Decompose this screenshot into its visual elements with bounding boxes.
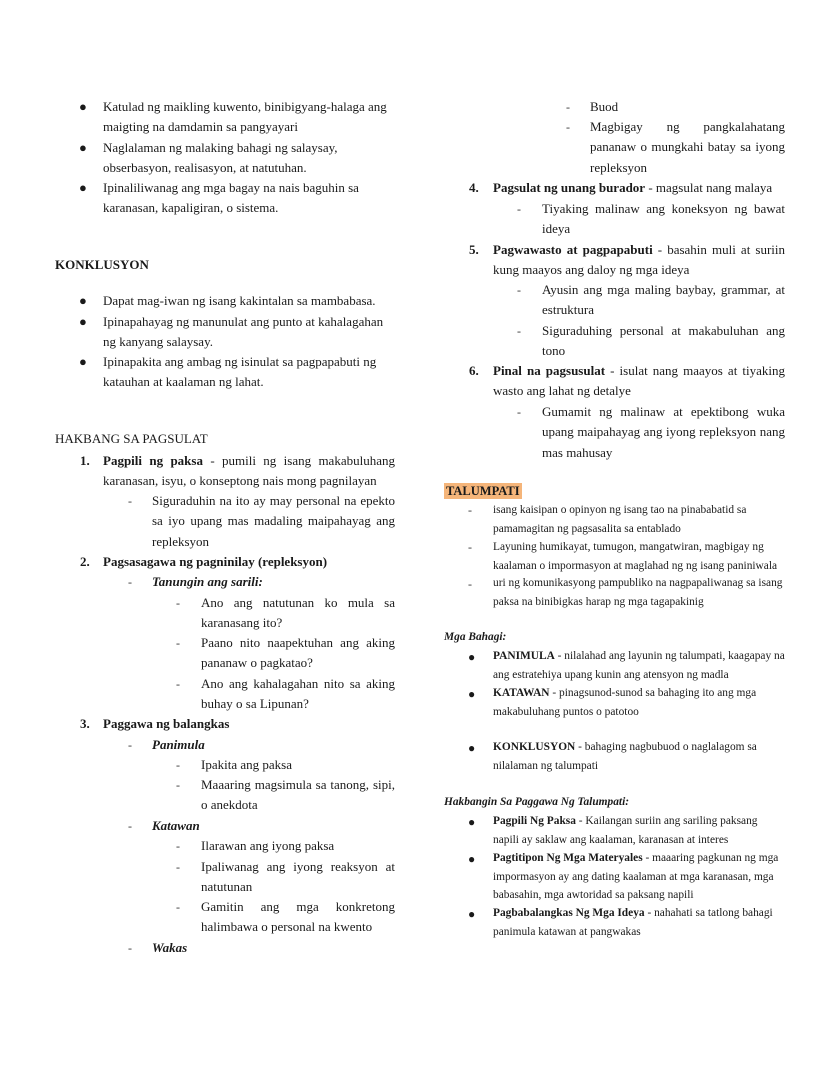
term: Pagbabalangkas Ng Mga Ideya xyxy=(493,907,645,919)
bullet-icon: ● xyxy=(468,650,476,664)
step-title: Pinal na pagsusulat xyxy=(493,363,606,378)
sub-item: Magbigay ng pangkalahatang pananaw o mungkahi batay sa iyong repleksyon xyxy=(590,119,785,175)
step-title: Pagsasagawa ng pagninilay (repleksyon) xyxy=(103,554,328,569)
step-title: Pagsulat ng unang burador xyxy=(493,180,646,195)
dash-icon: - xyxy=(176,596,180,610)
dash-icon: - xyxy=(176,860,180,874)
list-item xyxy=(493,904,788,941)
list-item: Dapat mag-iwan ng isang kakintalan sa mambabasa. xyxy=(103,293,376,308)
sub-item: Tiyaking malinaw ang koneksyon ng bawat ideya xyxy=(542,201,785,237)
term-desc: - nahahati sa tatlong bahagi panimula katawan at pangwakas xyxy=(493,907,773,938)
section-heading-talumpati xyxy=(444,482,522,500)
bullet-icon: ● xyxy=(468,907,476,921)
bullet-icon: ● xyxy=(79,180,87,195)
dash-icon: - xyxy=(128,738,132,752)
sub-item: Ilarawan ang iyong paksa xyxy=(201,838,335,853)
section-heading-hakbang: HAKBANG SA PAGSULAT xyxy=(55,431,208,446)
sub-item: Ayusin ang mga maling baybay, grammar, at estruktura xyxy=(542,282,785,318)
dash-icon: - xyxy=(176,636,180,650)
dash-icon: - xyxy=(566,100,570,114)
term: Pagpili Ng Paksa xyxy=(493,815,576,827)
step-desc: - magsulat nang malaya xyxy=(645,180,773,195)
section-heading-mga-bahagi: Mga Bahagi: xyxy=(444,631,507,643)
list-item: Layuning humikayat, tumugon, mangatwiran, magbigay ng kaalaman o impormasyon at maglahad ng ng isang paniniwala xyxy=(493,541,778,572)
dash-icon: - xyxy=(468,577,472,591)
section-heading-konklusyon: KONKLUSYON xyxy=(55,257,149,272)
part-label-wakas: Wakas xyxy=(152,940,188,955)
bullet-icon: ● xyxy=(468,852,476,866)
highlighted-heading: TALUMPATI xyxy=(446,484,520,498)
bullet-icon: ● xyxy=(79,314,87,329)
term: Pagtitipon Ng Mga Materyales xyxy=(493,852,643,864)
step-1 xyxy=(103,451,395,492)
bullet-icon: ● xyxy=(79,354,87,369)
sub-item: Ipaliwanag ang iyong reaksyon at natutunan xyxy=(201,859,395,895)
list-item xyxy=(493,849,788,905)
sub-item: Maaaring magsimula sa tanong, sipi, o anekdota xyxy=(201,777,395,813)
dash-icon: - xyxy=(517,202,521,216)
dash-icon: - xyxy=(517,405,521,419)
list-item: isang kaisipan o opinyon ng isang tao na pinababatid sa pamamagitan ng pagsasalita sa entablado xyxy=(493,504,747,535)
step-desc: - pumili ng isang makabuluhang karanasan, isyu, o konseptong nais mong pagnilayan xyxy=(103,453,395,489)
step-number: 6. xyxy=(469,363,479,378)
sub-item: Gumamit ng malinaw at epektibong wuka upang maipahayag ang iyong repleksyon nang mas mahusay xyxy=(542,404,785,460)
dash-icon: - xyxy=(468,503,472,517)
sub-item: Siguraduhing personal at makabuluhan ang tono xyxy=(542,323,785,359)
step-title: Pagwawasto at pagpapabuti xyxy=(493,242,653,257)
step-number: 1. xyxy=(80,453,90,468)
sub-item: Siguraduhin na ito ay may personal na epekto sa iyo upang mas madaling maipahayag ang repleksyon xyxy=(152,493,395,549)
term-desc: - maaaring pagkunan ng mga impormasyon ay ang dating kaalaman at mga karanasan, mga babasahin, mga awtoridad sa paksang napili xyxy=(493,852,779,901)
dash-icon: - xyxy=(468,540,472,554)
bullet-icon: ● xyxy=(79,140,87,155)
section-heading-hakbangin: Hakbangin Sa Paggawa Ng Talumpati: xyxy=(444,796,630,808)
list-item: Ipinapakita ang ambag ng isinulat sa pagpapabuti ng katauhan at kaalaman ng lahat. xyxy=(103,354,377,390)
list-item xyxy=(493,738,778,775)
list-item: Naglalaman ng malaking bahagi ng salaysay, obserbasyon, realisasyon, at natutuhan. xyxy=(103,140,338,176)
dash-icon: - xyxy=(176,758,180,772)
bullet-icon: ● xyxy=(468,741,476,755)
sub-item: Gamitin ang mga konkretong halimbawa o personal na kwento xyxy=(201,899,395,935)
step-4 xyxy=(493,178,785,198)
sub-item: Ano ang kahalagahan nito sa aking buhay o sa Lipunan? xyxy=(201,676,395,712)
dash-icon: - xyxy=(128,819,132,833)
list-item: Ipinapahayag ng manunulat ang punto at kahalagahan ng kanyang salaysay. xyxy=(103,314,384,350)
step-desc: - basahin muli at suriin kung maayos ang daloy ng mga ideya xyxy=(493,242,785,278)
list-item xyxy=(493,684,778,721)
sub-item: Buod xyxy=(590,99,619,114)
list-item xyxy=(493,812,783,849)
sub-item: Ipakita ang paksa xyxy=(201,757,292,772)
list-item: uri ng komunikasyong pampubliko na nagpapaliwanag sa isang paksa na binibigkas harap ng mga tagapakinig xyxy=(493,577,783,608)
dash-icon: - xyxy=(128,494,132,508)
dash-icon: - xyxy=(176,900,180,914)
dash-icon: - xyxy=(176,677,180,691)
step-title: Paggawa ng balangkas xyxy=(103,716,230,731)
part-label-katawan: Katawan xyxy=(152,818,200,833)
sub-item: Ano ang natutunan ko mula sa karanasang ito? xyxy=(201,595,395,631)
step-number: 5. xyxy=(469,242,479,257)
part-label-panimula: Panimula xyxy=(152,737,205,752)
step-title: Pagpili ng paksa xyxy=(103,453,203,468)
bullet-icon: ● xyxy=(468,687,476,701)
term-desc: - bahaging nagbubuod o naglalagom sa nilalaman ng talumpati xyxy=(493,741,757,772)
term-desc: - nilalahad ang layunin ng talumpati, kaagapay na ang estratehiya upang kunin ang atensyon ng madla xyxy=(493,650,785,681)
dash-icon: - xyxy=(517,283,521,297)
term-desc: - Kailangan suriin ang sariling paksang napili ay saklaw ang kaalaman, karanasan at interes xyxy=(493,815,758,846)
term: PANIMULA xyxy=(493,650,555,662)
bullet-icon: ● xyxy=(79,99,87,114)
step-6 xyxy=(493,361,785,402)
dash-icon: - xyxy=(176,778,180,792)
list-item: Katulad ng maikling kuwento, binibigyang-halaga ang maigting na damdamin sa pangyayari xyxy=(103,99,387,135)
dash-icon: - xyxy=(128,575,132,589)
term: KATAWAN xyxy=(493,687,550,699)
bullet-icon: ● xyxy=(468,815,476,829)
sub-item: Paano nito naapektuhan ang aking pananaw o pagkatao? xyxy=(201,635,395,671)
step-number: 3. xyxy=(80,716,90,731)
list-item xyxy=(493,647,788,684)
step-number: 2. xyxy=(80,554,90,569)
dash-icon: - xyxy=(566,120,570,134)
step-desc: - isulat nang maayos at tiyaking wasto ang lahat ng detalye xyxy=(493,363,786,399)
dash-icon: - xyxy=(128,941,132,955)
step-number: 4. xyxy=(469,180,479,195)
term-desc: - pinagsunod-sunod sa bahaging ito ang mga makabuluhang puntos o patotoo xyxy=(493,687,757,718)
list-item: Ipinaliliwanag ang mga bagay na nais baguhin sa karanasan, kapaligiran, o sistema. xyxy=(103,180,359,216)
term: KONKLUSYON xyxy=(493,741,576,753)
dash-icon: - xyxy=(517,324,521,338)
dash-icon: - xyxy=(176,839,180,853)
subheading: Tanungin ang sarili: xyxy=(152,574,263,589)
bullet-icon: ● xyxy=(79,293,87,308)
step-5 xyxy=(493,240,785,281)
